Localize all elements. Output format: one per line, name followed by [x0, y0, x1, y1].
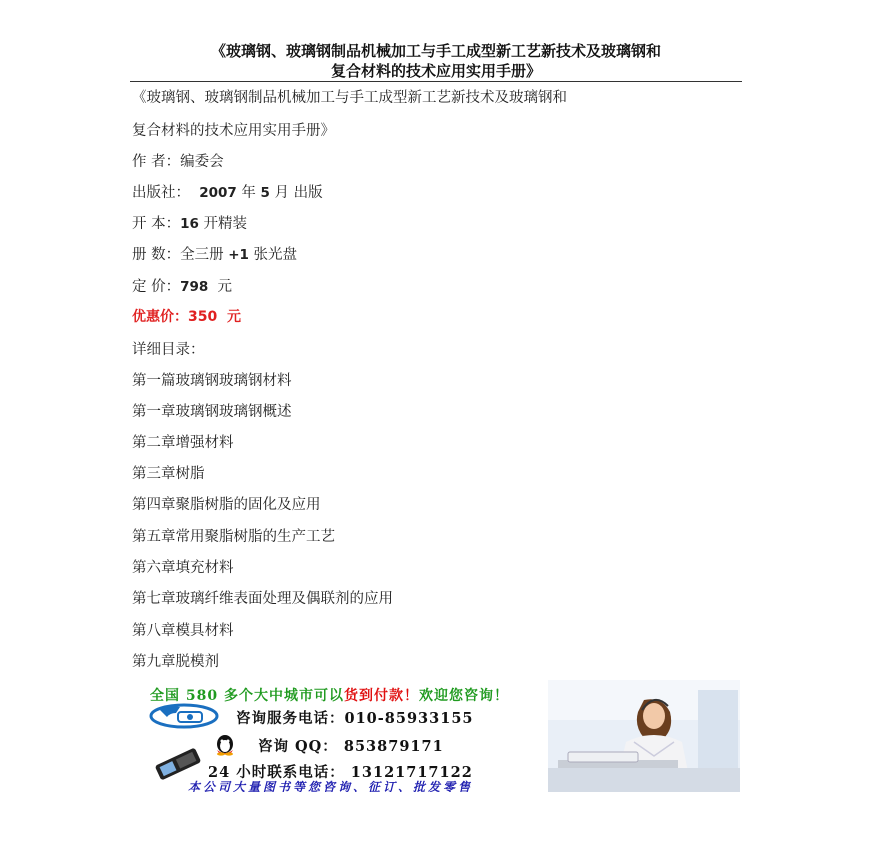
contact-banner [148, 680, 740, 792]
phone-row [236, 707, 474, 728]
toc-item: 第一章玻璃钢玻璃钢概述 [132, 404, 292, 420]
toc-label: 详细目录： [132, 342, 205, 358]
phone-value: 010-85933155 [344, 710, 474, 727]
format-num: 16 [180, 216, 199, 232]
body-title-line-2: 复合材料的技术应用实用手册》 [132, 123, 335, 139]
telephone-icon [148, 702, 220, 730]
publisher-year-unit: 年 [241, 185, 256, 201]
special-label: 优惠价： [132, 309, 188, 325]
publisher-label: 出版社： [132, 185, 190, 201]
price-unit: 元 [217, 279, 233, 295]
volumes-value: 全三册 [180, 247, 224, 263]
toc-item: 第三章树脂 [132, 466, 205, 482]
special-price-row [132, 306, 241, 326]
toc-item: 第一篇玻璃钢玻璃钢材料 [132, 373, 292, 389]
toc-item: 第八章模具材料 [132, 623, 234, 639]
publisher-year: 2007 [199, 185, 237, 201]
banner-footer: 本公司大量图书等您咨询、征订、批发零售 [188, 780, 474, 792]
mobile-label: 24 小时联系电话： [208, 764, 345, 781]
special-value: 350 [188, 309, 218, 325]
mobile-phone-icon [150, 748, 206, 780]
title-line-2: 复合材料的技术应用实用手册》 [330, 62, 541, 80]
toc-item: 第四章聚脂树脂的固化及应用 [132, 497, 321, 513]
author-row [132, 150, 224, 171]
qq-label: 咨询 QQ： [258, 738, 338, 755]
price-label: 定 价： [132, 279, 181, 295]
call-center-photo [548, 680, 740, 792]
mobile-value: 13121717122 [350, 764, 473, 781]
toc-item: 第六章填充材料 [132, 560, 234, 576]
headline-part-a: 全国 580 多个大中城市可以 [150, 688, 344, 704]
price-row [132, 275, 232, 296]
body-title-line-1: 《玻璃钢、玻璃钢制品机械加工与手工成型新工艺新技术及玻璃钢和 [132, 90, 567, 106]
headline-welcome: 欢迎您咨询！ [418, 688, 509, 704]
publisher-row [132, 181, 323, 202]
toc-item: 第二章增强材料 [132, 435, 234, 451]
qq-value: 853879171 [343, 738, 444, 755]
qq-penguin-icon [212, 734, 238, 756]
toc-item: 第九章脱模剂 [132, 654, 219, 670]
document-title [130, 41, 742, 81]
qq-row [258, 735, 444, 756]
publisher-month: 5 [260, 185, 270, 201]
special-unit: 元 [226, 309, 241, 325]
format-rest: 开精装 [203, 216, 248, 232]
format-row [132, 212, 247, 233]
toc-item: 第七章玻璃纤维表面处理及偶联剂的应用 [132, 591, 393, 607]
volumes-plus: +1 [228, 247, 249, 263]
phone-label: 咨询服务电话： [236, 710, 345, 727]
volumes-label: 册 数： [132, 247, 181, 263]
toc-item: 第五章常用聚脂树脂的生产工艺 [132, 529, 335, 545]
author-value: 编委会 [180, 154, 224, 170]
volumes-rest: 张光盘 [253, 247, 298, 263]
volumes-row [132, 243, 297, 264]
headline-cod: 货到付款！ [343, 688, 419, 704]
format-label: 开 本： [132, 216, 181, 232]
price-value: 798 [180, 279, 209, 295]
title-line-1: 《玻璃钢、玻璃钢制品机械加工与手工成型新工艺新技术及玻璃钢和 [210, 42, 661, 60]
author-label: 作 者： [132, 154, 181, 170]
publisher-rest: 月 出版 [274, 185, 323, 201]
title-divider [130, 81, 742, 82]
